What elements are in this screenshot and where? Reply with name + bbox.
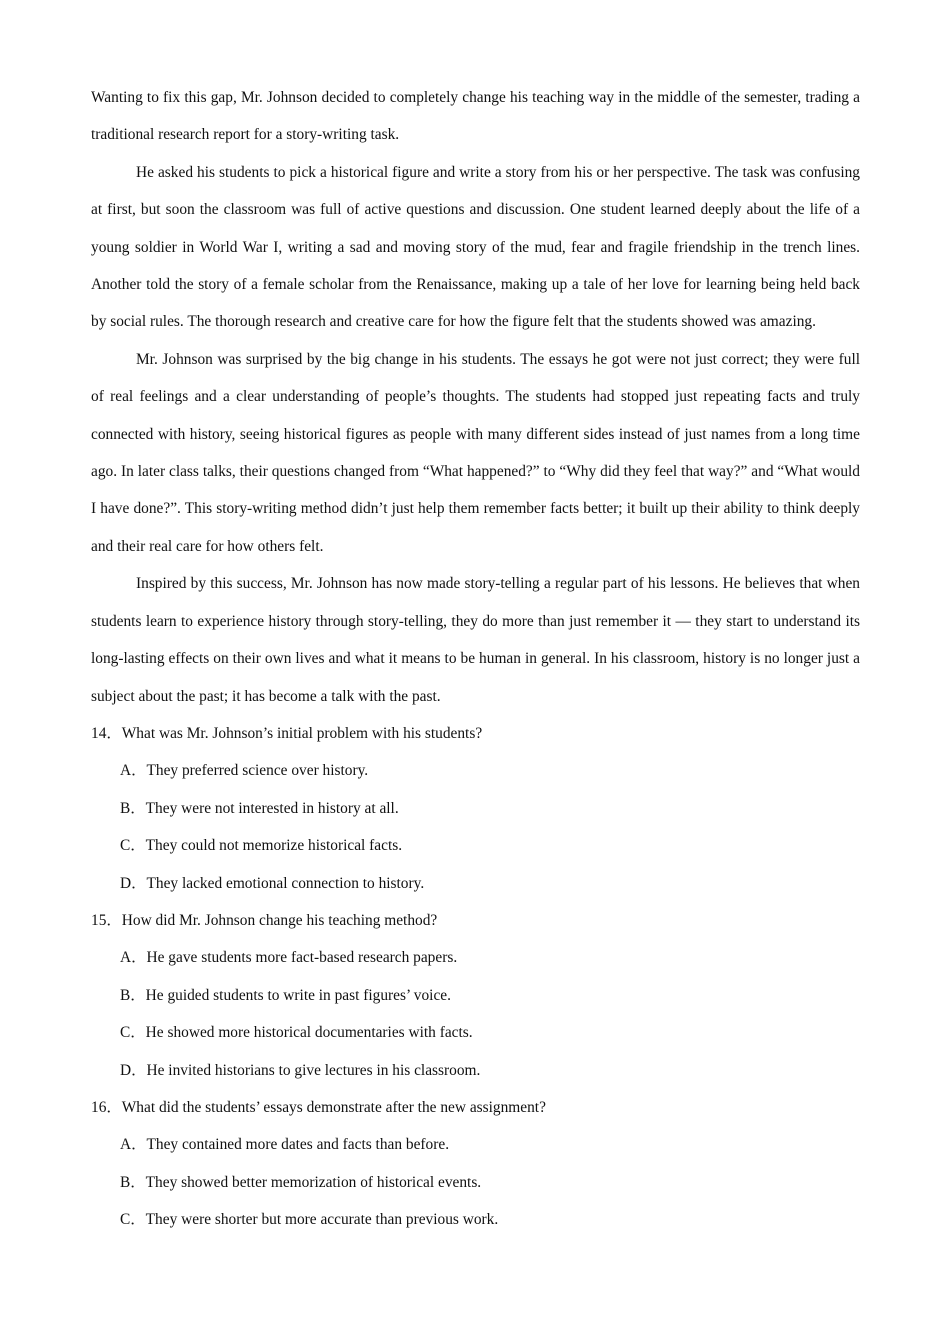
answer-option-a: A．They contained more dates and facts than before.: [120, 1136, 450, 1154]
reading-passage: [91, 79, 860, 715]
passage-paragraph-4: Inspired by this success, Mr. Johnson has now made story-telling a regular part of his lessons. He believes that when students learn to experience history through story-telling, they do more than just remember it — they start to understand its long-lasting effects on their own lives and what it means to be human in general. In his classroom, history is no longer just a subject about the past; it has become a talk with the past.: [91, 575, 860, 705]
answer-option-a: A．They preferred science over history.: [120, 762, 369, 780]
question-stem: 14．What was Mr. Johnson’s initial problem with his students?: [91, 724, 483, 742]
answer-option-b: B．They were not interested in history at all.: [120, 799, 399, 817]
question-14: [91, 715, 860, 902]
question-15: [91, 902, 860, 1089]
document-page: [91, 79, 860, 1239]
passage-paragraph-2: He asked his students to pick a historical figure and write a story from his or her perspective. The task was confusing at first, but soon the classroom was full of active questions and discussion. One student learned deeply about the life of a young soldier in World War I, writing a sad and moving story of the mud, fear and fragile friendship in the trench lines. Another told the story of a female scholar from the Renaissance, making up a tale of her love for learning being held back by social rules. The thorough research and creative care for how the figure felt that the students showed was amazing.: [91, 163, 860, 331]
answer-option-a: A．He gave students more fact-based research papers.: [120, 949, 458, 967]
answer-option-c: C．They were shorter but more accurate than previous work.: [120, 1211, 499, 1229]
question-stem: 16．What did the students’ essays demonstrate after the new assignment?: [91, 1098, 546, 1116]
answer-option-b: B．They showed better memorization of historical events.: [120, 1173, 482, 1191]
answer-option-c: C．They could not memorize historical facts.: [120, 837, 403, 855]
answer-option-d: D．He invited historians to give lectures in his classroom.: [120, 1061, 481, 1079]
answer-option-b: B．He guided students to write in past figures’ voice.: [120, 986, 451, 1004]
answer-option-d: D．They lacked emotional connection to history.: [120, 874, 425, 892]
answer-option-c: C．He showed more historical documentaries with facts.: [120, 1024, 473, 1042]
passage-paragraph-1: Wanting to fix this gap, Mr. Johnson decided to completely change his teaching way in the middle of the semester, trading a traditional research report for a story-writing task.: [91, 89, 860, 144]
question-stem: 15．How did Mr. Johnson change his teaching method?: [91, 911, 438, 929]
question-16: [91, 1089, 860, 1239]
passage-paragraph-3: Mr. Johnson was surprised by the big change in his students. The essays he got were not just correct; they were full of real feelings and a clear understanding of people’s thoughts. The students had stopped just repeating facts and truly connected with history, seeing historical figures as people with many different sides instead of just names from a long time ago. In later class talks, their questions changed from “What happened?” to “Why did they feel that way?” and “What would I have done?”. This story-writing method didn’t just help them remember facts better; it built up their ability to think deeply and their real care for how others felt.: [91, 350, 860, 555]
